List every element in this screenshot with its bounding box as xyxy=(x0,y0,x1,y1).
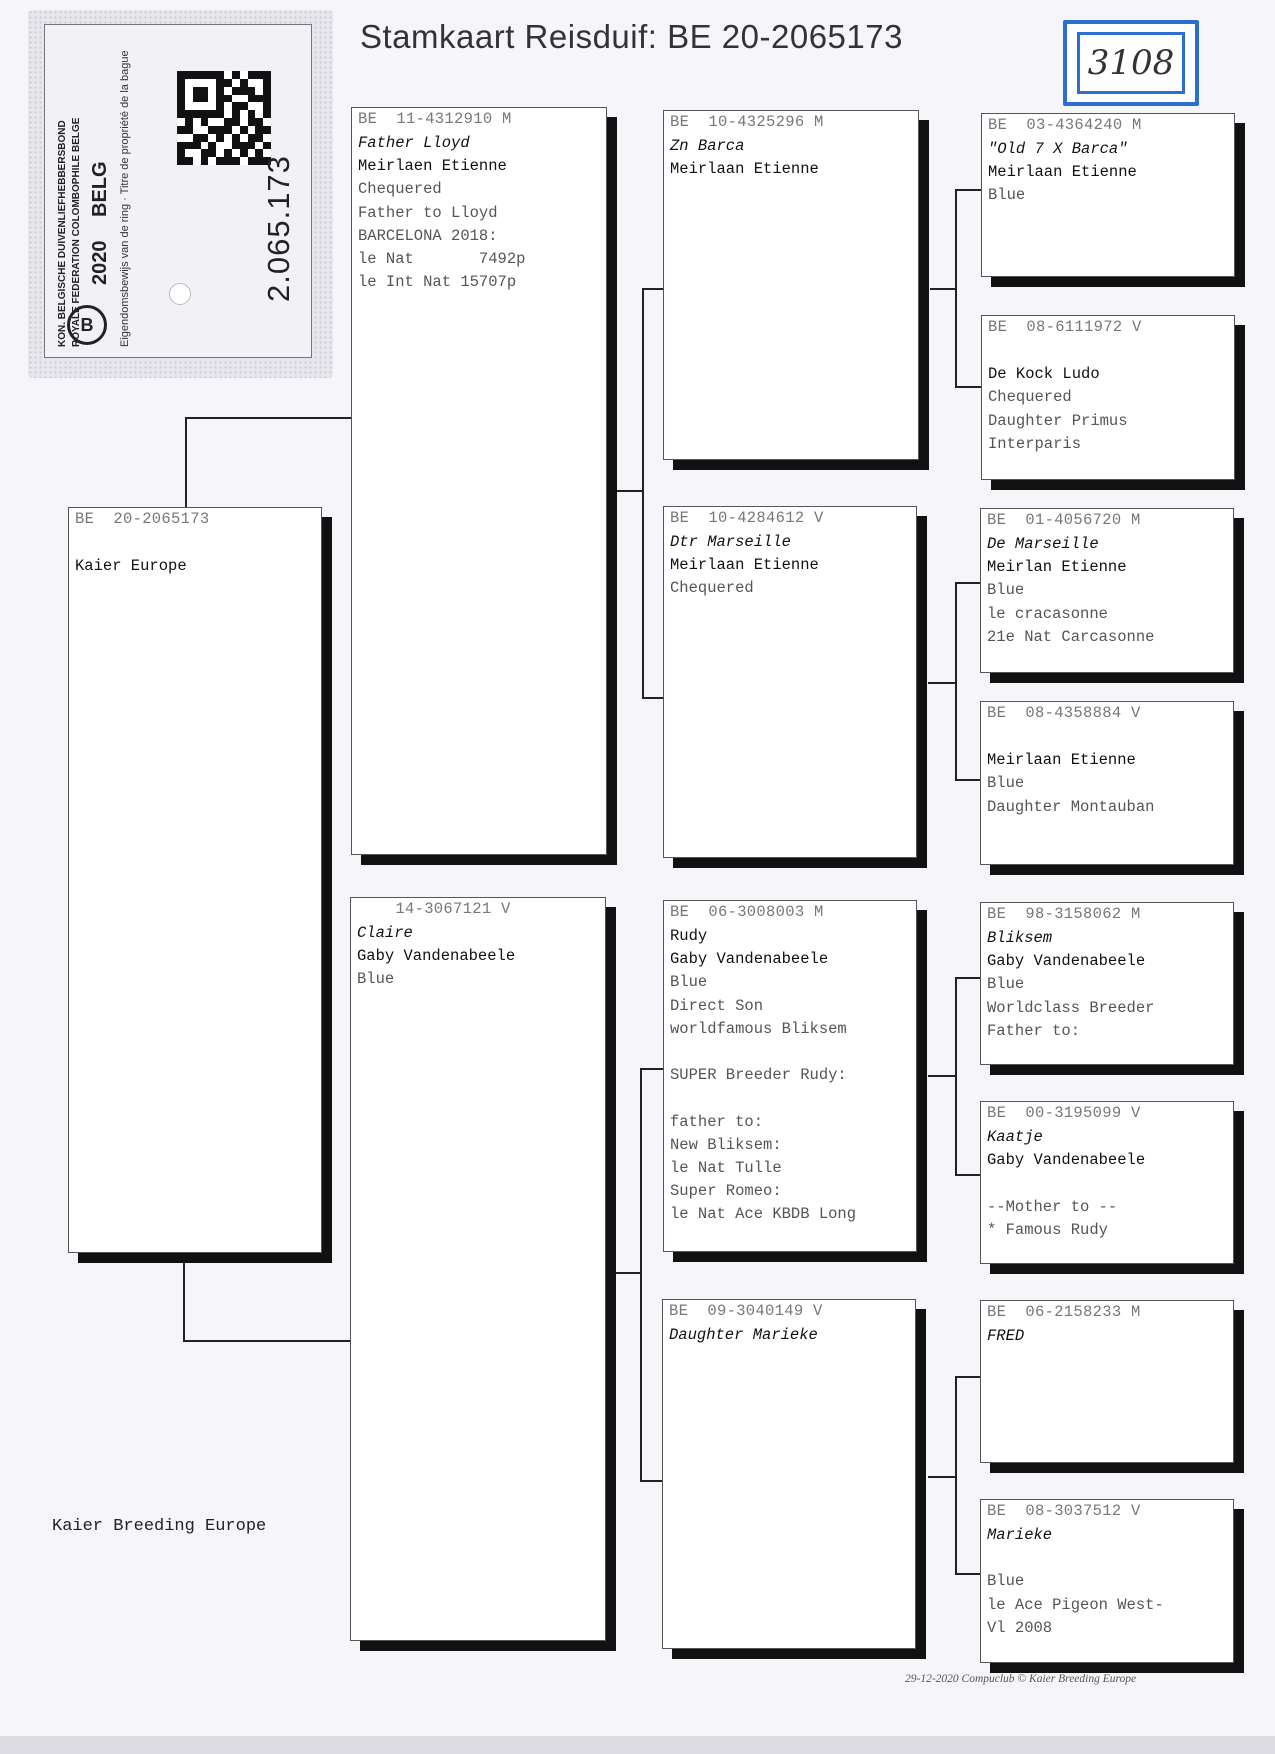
connector xyxy=(955,779,982,781)
connector xyxy=(616,1272,642,1274)
qr-module xyxy=(216,110,224,118)
pigeon-details xyxy=(987,533,1154,649)
detail-line: Blue xyxy=(988,186,1026,205)
qr-module xyxy=(240,87,248,95)
qr-module xyxy=(216,118,224,126)
detail-line: De Marseille xyxy=(987,535,1099,553)
pedigree-sire-sire xyxy=(663,110,919,460)
qr-module xyxy=(232,102,240,110)
detail-line: Chequered xyxy=(670,579,754,598)
qr-module xyxy=(248,87,256,95)
connector xyxy=(955,386,982,388)
qr-module xyxy=(255,95,263,103)
qr-module xyxy=(232,149,240,157)
qr-module xyxy=(255,71,263,79)
detail-line: Bliksem xyxy=(987,929,1053,947)
detail-line: Father Lloyd xyxy=(358,134,470,152)
connector xyxy=(930,288,957,290)
detail-line: le Nat Tulle xyxy=(670,1159,782,1178)
qr-module xyxy=(224,95,232,103)
pedigree-dsd xyxy=(980,1101,1234,1264)
detail-line: Super Romeo: xyxy=(670,1182,782,1201)
pigeon-details xyxy=(358,132,525,294)
qr-module xyxy=(216,149,224,157)
qr-module xyxy=(201,102,209,110)
pigeon-details xyxy=(987,726,1154,819)
detail-line: Gaby Vandenabeele xyxy=(670,950,829,969)
qr-module xyxy=(201,71,209,79)
pigeon-details xyxy=(987,1126,1145,1242)
ring-number-header: BE 20-2065173 xyxy=(75,510,210,528)
qr-module xyxy=(224,71,232,79)
detail-line: Chequered xyxy=(358,180,442,199)
qr-module xyxy=(263,142,271,150)
pedigree-ssd xyxy=(981,315,1235,480)
detail-line: 21e Nat Carcasonne xyxy=(987,627,1155,646)
qr-module xyxy=(216,126,224,134)
federation-crest-icon: B xyxy=(67,305,107,345)
ring-year: 2020 xyxy=(89,240,111,285)
detail-line: Worldclass Breeder xyxy=(987,998,1155,1017)
detail-line: Blue xyxy=(987,581,1025,600)
detail-line: Dtr Marseille xyxy=(670,533,791,551)
qr-module xyxy=(216,157,224,165)
detail-line xyxy=(670,1041,856,1064)
connector xyxy=(640,1480,664,1482)
qr-module xyxy=(208,134,216,142)
ring-number-header: BE 09-3040149 V xyxy=(669,1302,823,1320)
connector xyxy=(955,1376,982,1378)
connector xyxy=(955,1174,982,1176)
detail-line: Daughter Montauban xyxy=(987,797,1155,816)
qr-module xyxy=(248,110,256,118)
detail-line: Claire xyxy=(357,924,413,942)
qr-module xyxy=(263,126,271,134)
qr-module xyxy=(248,95,256,103)
qr-module xyxy=(216,134,224,142)
connector xyxy=(928,1075,957,1077)
qr-module xyxy=(255,102,263,110)
detail-line: * Famous Rudy xyxy=(987,1220,1108,1239)
detail-line xyxy=(987,1172,1145,1195)
detail-line: Kaier Europe xyxy=(75,557,187,576)
pedigree-dam-sire xyxy=(663,900,917,1252)
pigeon-details xyxy=(670,135,819,181)
qr-module xyxy=(224,79,232,87)
pigeon-details xyxy=(988,340,1128,456)
ring-number-header: BE 98-3158062 M xyxy=(987,905,1141,923)
connector xyxy=(955,1376,957,1574)
qr-module xyxy=(224,149,232,157)
pedigree-sdd xyxy=(980,701,1234,865)
connector xyxy=(955,1573,982,1575)
qr-module xyxy=(255,110,263,118)
qr-module xyxy=(263,102,271,110)
detail-line: Interparis xyxy=(988,434,1082,453)
ring-number: 2.065.173 xyxy=(261,155,296,302)
qr-module xyxy=(201,87,209,95)
qr-module xyxy=(216,87,224,95)
qr-module xyxy=(232,142,240,150)
qr-module xyxy=(263,134,271,142)
connector xyxy=(183,1340,351,1342)
pigeon-details xyxy=(987,927,1154,1043)
qr-module xyxy=(240,79,248,87)
pigeon-details xyxy=(670,925,856,1227)
qr-module xyxy=(263,79,271,87)
detail-line: worldfamous Bliksem xyxy=(670,1019,847,1038)
detail-line xyxy=(670,1087,856,1110)
page-title: Stamkaart Reisduif: BE 20-2065173 xyxy=(360,18,903,55)
pigeon-details xyxy=(988,138,1137,208)
qr-module xyxy=(224,110,232,118)
pedigree-dss xyxy=(980,902,1234,1065)
qr-module xyxy=(263,95,271,103)
ring-number-header: BE 06-2158233 M xyxy=(987,1303,1141,1321)
qr-module xyxy=(201,126,209,134)
connector xyxy=(640,1068,642,1481)
qr-module xyxy=(208,79,216,87)
detail-line: De Kock Ludo xyxy=(988,365,1100,384)
pedigree-mother xyxy=(350,897,606,1641)
detail-line: Vl 2008 xyxy=(987,1618,1053,1637)
ring-number-header: BE 01-4056720 M xyxy=(987,511,1141,529)
qr-module xyxy=(216,71,224,79)
detail-line: father to: xyxy=(670,1112,764,1131)
qr-module xyxy=(224,157,232,165)
qr-module xyxy=(240,118,248,126)
connector xyxy=(955,189,982,191)
detail-line: le Ace Pigeon West- xyxy=(987,1595,1164,1614)
pigeon-details xyxy=(75,532,187,578)
detail-line: Meirlaen Etienne xyxy=(358,157,507,176)
pigeon-details xyxy=(357,922,515,992)
qr-module xyxy=(255,87,263,95)
ring-number-header: BE 06-3008003 M xyxy=(670,903,824,921)
ring-number-header: BE 08-3037512 V xyxy=(987,1502,1141,1520)
qr-module xyxy=(232,110,240,118)
qr-module xyxy=(216,102,224,110)
detail-line: Blue xyxy=(670,973,708,992)
pedigree-sss xyxy=(981,113,1235,277)
qr-module xyxy=(224,87,232,95)
pedigree-father xyxy=(351,107,607,855)
qr-module xyxy=(240,134,248,142)
qr-module xyxy=(232,157,240,165)
qr-module xyxy=(232,126,240,134)
connector xyxy=(183,1262,185,1342)
ring-ownership-text: Eigendomsbewijs van de ring · Titre de propriété de la bague xyxy=(119,50,131,347)
qr-module xyxy=(255,134,263,142)
connector xyxy=(185,417,187,510)
qr-module xyxy=(240,71,248,79)
qr-module xyxy=(232,87,240,95)
qr-module xyxy=(232,134,240,142)
detail-line: Gaby Vandenabeele xyxy=(987,952,1146,971)
qr-module xyxy=(263,87,271,95)
qr-module xyxy=(240,157,248,165)
detail-line: Daughter Primus xyxy=(988,411,1128,430)
detail-line: le Nat 7492p xyxy=(358,250,526,269)
qr-module xyxy=(201,79,209,87)
detail-line: Gaby Vandenabeele xyxy=(357,947,516,966)
qr-module xyxy=(240,142,248,150)
detail-line: le Nat Ace KBDB Long xyxy=(670,1205,857,1224)
qr-module xyxy=(232,71,240,79)
connector xyxy=(185,417,352,419)
qr-module xyxy=(224,134,232,142)
qr-module xyxy=(216,142,224,150)
qr-module xyxy=(248,79,256,87)
detail-line: Meirlaan Etienne xyxy=(670,556,819,575)
qr-module xyxy=(248,157,256,165)
detail-line: Daughter Marieke xyxy=(669,1326,818,1344)
qr-module xyxy=(208,157,216,165)
detail-line: Meirlaan Etienne xyxy=(988,163,1137,182)
qr-module xyxy=(208,118,216,126)
connector xyxy=(642,697,664,699)
qr-module xyxy=(248,149,256,157)
detail-line: Father to Lloyd xyxy=(358,203,498,222)
qr-module xyxy=(255,118,263,126)
qr-module xyxy=(208,71,216,79)
pigeon-details xyxy=(670,531,819,601)
connector xyxy=(955,977,957,1175)
qr-module xyxy=(208,110,216,118)
detail-line: Kaatje xyxy=(987,1128,1043,1146)
qr-module xyxy=(208,149,216,157)
qr-module xyxy=(224,142,232,150)
ring-number-header: BE 11-4312910 M xyxy=(358,110,512,128)
qr-module xyxy=(240,149,248,157)
pedigree-subject xyxy=(68,507,322,1253)
footer-text: 29-12-2020 Compuclub © Kaier Breeding Europe xyxy=(905,1673,1137,1685)
detail-line: BARCELONA 2018: xyxy=(358,226,498,245)
detail-line: FRED xyxy=(987,1327,1025,1345)
qr-module xyxy=(201,157,209,165)
detail-line xyxy=(987,1547,1164,1570)
page-bottom-edge xyxy=(0,1736,1275,1754)
connector xyxy=(642,288,644,698)
stamp-number: 3108 xyxy=(1077,32,1185,94)
qr-module xyxy=(216,95,224,103)
pedigree-dds xyxy=(980,1300,1234,1463)
detail-line: "Old 7 X Barca" xyxy=(988,140,1128,158)
qr-module xyxy=(201,95,209,103)
pedigree-dam-dam xyxy=(662,1299,916,1649)
connector xyxy=(955,582,982,584)
qr-module xyxy=(240,102,248,110)
qr-module xyxy=(255,126,263,134)
qr-module xyxy=(240,110,248,118)
qr-module xyxy=(255,79,263,87)
ring-number-header: BE 00-3195099 V xyxy=(987,1104,1141,1122)
connector xyxy=(955,977,982,979)
ring-federation-fr: ROYALE FEDERATION COLOMBOPHILE BELGE xyxy=(71,117,82,347)
qr-module xyxy=(248,71,256,79)
qr-module xyxy=(263,71,271,79)
qr-module xyxy=(248,134,256,142)
ring-country: BELG xyxy=(89,161,111,217)
qr-module xyxy=(248,142,256,150)
detail-line: Direct Son xyxy=(670,996,764,1015)
qr-module xyxy=(208,142,216,150)
qr-module xyxy=(224,126,232,134)
detail-line xyxy=(987,726,1154,749)
qr-module xyxy=(224,118,232,126)
qr-module xyxy=(224,102,232,110)
qr-module xyxy=(263,110,271,118)
detail-line: Meirlan Etienne xyxy=(987,558,1127,577)
qr-module xyxy=(208,126,216,134)
qr-module xyxy=(255,142,263,150)
qr-module xyxy=(208,102,216,110)
ring-federation-nl: KON. BELGISCHE DUIVENLIEFHEBBERSBOND xyxy=(57,120,68,347)
detail-line: Meirlaan Etienne xyxy=(987,751,1136,770)
pigeon-details xyxy=(669,1324,818,1347)
connector xyxy=(928,1476,957,1478)
pedigree-sds xyxy=(980,508,1234,673)
qr-module xyxy=(248,102,256,110)
detail-line: Blue xyxy=(987,1572,1025,1591)
qr-module xyxy=(201,118,209,126)
qr-module xyxy=(208,87,216,95)
detail-line: Gaby Vandenabeele xyxy=(987,1151,1146,1170)
qr-module xyxy=(232,118,240,126)
qr-module xyxy=(208,95,216,103)
connector xyxy=(640,1068,664,1070)
detail-line: Father to: xyxy=(987,1021,1081,1040)
ring-number-header: BE 08-6111972 V xyxy=(988,318,1142,336)
ring-number-header: BE 08-4358884 V xyxy=(987,704,1141,722)
qr-module xyxy=(201,149,209,157)
detail-line: New Bliksem: xyxy=(670,1135,782,1154)
pedigree-ddd xyxy=(980,1499,1234,1663)
detail-line: Zn Barca xyxy=(670,137,745,155)
connector xyxy=(955,189,957,387)
detail-line: Blue xyxy=(987,774,1025,793)
pedigree-sire-dam xyxy=(663,506,917,858)
qr-module xyxy=(232,79,240,87)
breeder-name: Kaier Breeding Europe xyxy=(52,1517,267,1536)
stamp-box xyxy=(1063,20,1199,106)
detail-line: le Int Nat 15707p xyxy=(358,273,517,292)
connector xyxy=(955,582,957,780)
qr-module xyxy=(201,110,209,118)
detail-line: --Mother to -- xyxy=(987,1197,1118,1216)
ring-number-header: BE 10-4325296 M xyxy=(670,113,824,131)
connector xyxy=(928,682,957,684)
detail-line: Marieke xyxy=(987,1526,1053,1544)
ring-number-header: BE 03-4364240 M xyxy=(988,116,1142,134)
qr-module xyxy=(240,126,248,134)
qr-module xyxy=(263,118,271,126)
detail-line: le cracasonne xyxy=(987,604,1108,623)
ring-card xyxy=(44,24,312,358)
qr-module xyxy=(248,126,256,134)
detail-line: Meirlaan Etienne xyxy=(670,160,819,179)
connector xyxy=(642,288,664,290)
pigeon-details xyxy=(987,1524,1164,1640)
pigeon-details xyxy=(987,1325,1024,1348)
qr-module xyxy=(232,95,240,103)
ring-number-header: 14-3067121 V xyxy=(357,900,511,918)
detail-line xyxy=(988,340,1128,363)
qr-module xyxy=(248,118,256,126)
ring-card-text xyxy=(49,25,296,357)
detail-line: SUPER Breeder Rudy: xyxy=(670,1066,847,1085)
detail-line xyxy=(75,532,187,555)
qr-module xyxy=(240,95,248,103)
detail-line: Blue xyxy=(357,970,395,989)
detail-line: Chequered xyxy=(988,388,1072,407)
detail-line: Rudy xyxy=(670,927,708,945)
ring-number-header: BE 10-4284612 V xyxy=(670,509,824,527)
qr-module xyxy=(201,134,209,142)
detail-line: Blue xyxy=(987,975,1025,994)
qr-module xyxy=(201,142,209,150)
qr-module xyxy=(216,79,224,87)
